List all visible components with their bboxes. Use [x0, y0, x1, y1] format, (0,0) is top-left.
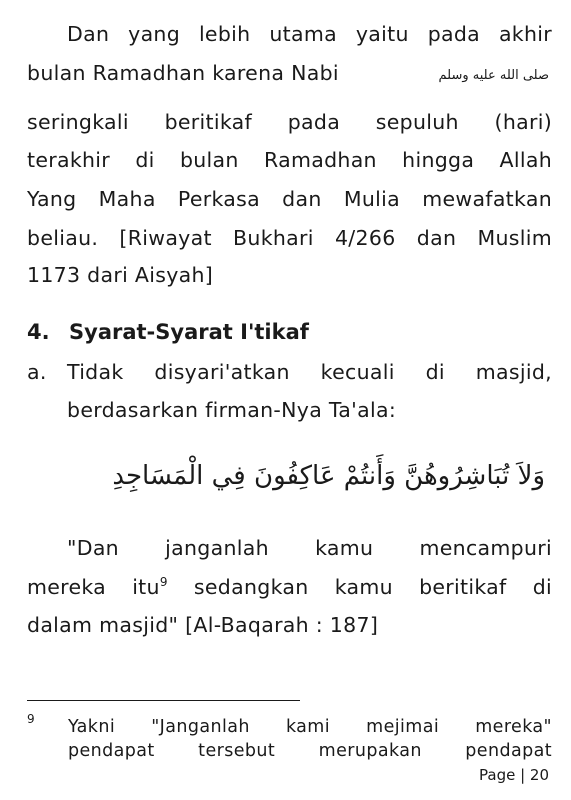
paragraph-line: beliau. [Riwayat Bukhari 4/266 dan Muslim [27, 226, 552, 250]
translation-line [27, 575, 552, 599]
footnote-line: Yakni "Janganlah kami mejimai mereka" [68, 717, 552, 737]
honorific-arabic: صلى الله عليه وسلم [438, 68, 549, 83]
list-marker: a. [27, 360, 47, 384]
list-item-line: Tidak disyari'atkan kecuali di masjid, [67, 360, 552, 384]
page-number: Page | 20 [479, 766, 549, 784]
translation-text: mereka itu [27, 575, 160, 599]
footnote-divider [27, 700, 300, 701]
footnote-reference[interactable]: 9 [159, 575, 168, 589]
quran-verse-arabic: وَلاَ تُبَاشِرُوهُنَّ وَأَنتُمْ عَاكِفُونَ فِي الْمَسَاجِدِ [112, 461, 545, 491]
translation-line: "Dan janganlah kamu mencampuri [67, 536, 552, 560]
footnote-number: 9 [27, 712, 35, 726]
section-title: Syarat-Syarat I'tikaf [69, 320, 309, 344]
paragraph-line: bulan Ramadhan karena Nabi [27, 61, 339, 85]
paragraph-line: 1173 dari Aisyah] [27, 263, 214, 287]
paragraph-line: seringkali beritikaf pada sepuluh (hari) [27, 110, 552, 134]
paragraph-line: terakhir di bulan Ramadhan hingga Allah [27, 148, 552, 172]
translation-text: sedangkan kamu beritikaf di [167, 575, 552, 599]
section-heading [27, 320, 309, 344]
paragraph-line: Dan yang lebih utama yaitu pada akhir [67, 22, 552, 46]
paragraph-line: Yang Maha Perkasa dan Mulia mewafatkan [27, 187, 552, 211]
section-number: 4. [27, 320, 50, 344]
list-item-line: berdasarkan firman-Nya Ta'ala: [67, 398, 397, 422]
footnote-line: pendapat tersebut merupakan pendapat [68, 741, 552, 761]
translation-line: dalam masjid" [Al-Baqarah : 187] [27, 613, 379, 637]
